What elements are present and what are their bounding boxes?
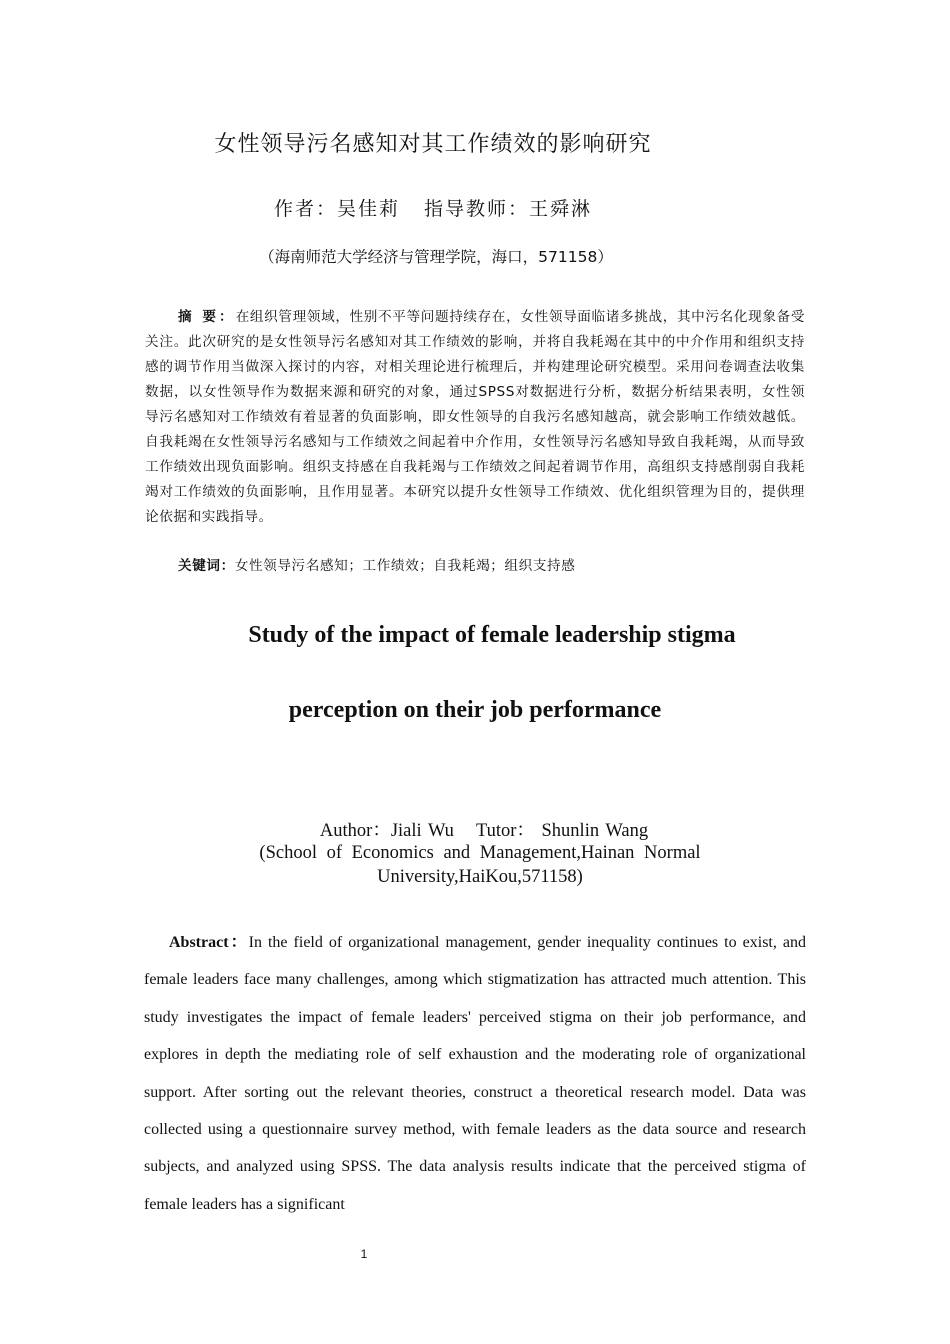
english-tutor: Tutor： Shunlin Wang xyxy=(475,821,649,841)
chinese-abstract-label: 摘 要： xyxy=(178,309,236,325)
english-author-line xyxy=(0,816,950,842)
page-number: 1 xyxy=(360,1247,368,1261)
chinese-abstract xyxy=(145,305,805,530)
english-title-line-1: Study of the impact of female leadership stigma xyxy=(248,622,736,648)
english-abstract-label: Abstract： xyxy=(169,934,249,951)
chinese-keywords-label: 关键词： xyxy=(178,558,235,574)
english-affiliation: (School of Economics and Management,Hainan Normal University,HaiKou,571158) xyxy=(259,843,701,887)
chinese-advisor: 指导教师：王舜淋 xyxy=(424,198,593,220)
chinese-keywords xyxy=(178,554,575,574)
chinese-affiliation: （海南师范大学经济与管理学院，海口，571158） xyxy=(259,248,613,266)
english-abstract xyxy=(144,924,806,1223)
chinese-author-line xyxy=(0,194,866,221)
chinese-keywords-text: 女性领导污名感知；工作绩效；自我耗竭；组织支持感 xyxy=(234,558,576,574)
english-title-line-2: perception on their job performance xyxy=(288,697,662,723)
chinese-author: 作者：吴佳莉 xyxy=(273,198,400,220)
english-abstract-text: In the field of organizational management, gender inequality continues to exist, and female leaders face many challenges, among which stigmatization has attracted much attention. This study investigates the impact of female leaders' perceived stigma on their job performance, and explores in depth the mediating role of self exhaustion and the moderating role of organizational support. After sorting out the relevant theories, construct a theoretical research model. Data was collected using a questionnaire survey method, with female leaders as the data source and research subjects, and analyzed using SPSS. The data analysis results indicate that the perceived stigma of female leaders has a significant xyxy=(144,934,807,1213)
chinese-abstract-text: 在组织管理领域，性别不平等问题持续存在，女性领导面临诸多挑战，其中污名化现象备受关注。此次研究的是女性领导污名感知对其工作绩效的影响，并将自我耗竭在其中的中介作用和组织支持感的调节作用当做深入探讨的内容，对相关理论进行梳理后，并构建理论研究模型。采用问卷调查法收集数据，以女性领导作为数据来源和研究的对象，通过SPSS对数据进行分析，数据分析结果表明，女性领导污名感知对工作绩效有着显著的负面影响，即女性领导的自我污名感知越高，就会影响工作绩效越低。自我耗竭在女性领导污名感知与工作绩效之间起着中介作用，女性领导污名感知导致自我耗竭，从而导致工作绩效出现负面影响。组织支持感在自我耗竭与工作绩效之间起着调节作用，高组织支持感削弱自我耗竭对工作绩效的负面影响，且作用显著。本研究以提升女性领导工作绩效、优化组织管理为目的，提供理论依据和实践指导。 xyxy=(145,309,806,525)
english-author: Author：Jiali Wu xyxy=(319,821,454,841)
chinese-title: 女性领导污名感知对其工作绩效的影响研究 xyxy=(214,132,652,157)
